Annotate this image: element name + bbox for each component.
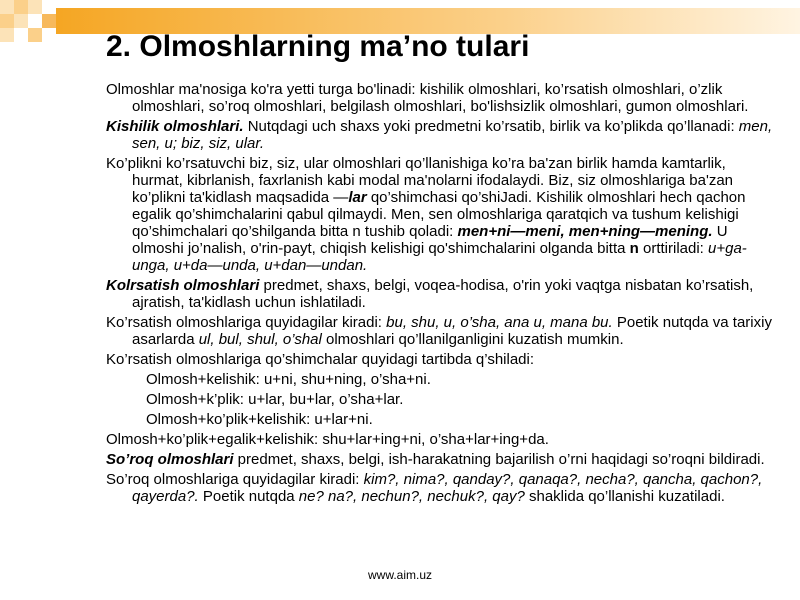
- example-line: Olmosh+k’plik: u+lar, bu+lar, o’sha+lar.: [146, 391, 404, 408]
- example-text: bu, shu, u, o’sha, ana u, mana bu.: [386, 314, 613, 331]
- text: qo’shimchasi qo’shiJadi. Kishilik olmoshlari hech qachon egalik qo’shimchalarini qabul qilmaydi. Men, sen olmoshlariga qaratqich va tushum kelishigi qo’shimchalari qo’shilganda bitta n tushib qoladi:: [132, 189, 746, 240]
- paragraph-soroq: [106, 451, 778, 468]
- paragraph-full-suffix: [106, 431, 778, 448]
- example-text: u+ga-unga, u+da—unda, u+dan—undan.: [132, 240, 747, 274]
- text: U olmoshi jo’nalish, o'rin-payt, chiqish kelishigi qo'shimchalarini olganda bitta: [132, 223, 728, 257]
- text: Poetik nutqda: [198, 488, 299, 505]
- paragraph-intro: [106, 81, 778, 115]
- term-heading: Kishilik olmoshlari.: [106, 118, 244, 135]
- text: orttiriladi:: [638, 240, 709, 257]
- emphasis-text: n: [629, 240, 639, 257]
- paragraph-korsatish: [106, 277, 778, 311]
- text: So’roq olmoshlariga quyidagilar kiradi:: [106, 471, 364, 488]
- slide-title: 2. Olmoshlarning ma’no tulari: [106, 30, 530, 63]
- text: Olmosh+ko’plik+egalik+kelishik: shu+lar+ing+ni, o’sha+lar+ing+da.: [106, 431, 549, 448]
- text: shaklida qo’llanishi kuzatiladi.: [524, 488, 725, 505]
- paragraph-suffix-order: [106, 351, 778, 368]
- example-line: Olmosh+kelishik: u+ni, shu+ning, o’sha+ni.: [146, 371, 431, 388]
- text: Poetik nutqda va tarixiy asarlarda: [132, 314, 772, 348]
- slide-body: [106, 81, 778, 508]
- text: Ko’plikni ko’rsatuvchi biz, siz, ular olmoshlari qo’llanishiga ko’ra ba'zan birlik hamda kamtarlik, hurmat, kibrlanish, faxrlanish kabi modal ma'nolarni ifodalaydi. Biz, siz olmoshlariga ba'zan ko’plikni ta'kidlash maqsadida —: [106, 155, 734, 206]
- text: Ko’rsatish olmoshlariga qo’shimchalar quyidagi tartibda q’shiladi:: [106, 351, 535, 368]
- example-text: ne? na?, nechun?, nechuk?, qay?: [298, 488, 525, 505]
- paragraph-plural: [106, 155, 778, 274]
- text: predmet, shaxs, belgi, voqea-hodisa, o'rin yoki vaqtga nisbatan ko’rsatish, ajratish, ta'kidlash uchun ishlatiladi.: [132, 277, 754, 311]
- paragraph-korsatish-list: [106, 314, 778, 348]
- text: olmoshlari qo’llanilganligini kuzatish mumkin.: [321, 331, 624, 348]
- text: Nutqdagi uch shaxs yoki predmetni ko’rsatib, birlik va ko’plikda qo’llanadi:: [243, 118, 739, 135]
- paragraph-kishilik: [106, 118, 778, 152]
- paragraph-soroq-list: [106, 471, 778, 505]
- example-text: men, sen, u; biz, siz, ular.: [132, 118, 773, 152]
- term-heading: Kolrsatish olmoshlari: [106, 277, 260, 294]
- text: predmet, shaxs, belgi, ish-harakatning bajarilish o’rni haqidagi so’roqni bildiradi.: [233, 451, 765, 468]
- example-text: ul, bul, shul, o’shal: [198, 331, 322, 348]
- text: Olmoshlar ma'nosiga ko'ra yetti turga bo'linadi: kishilik olmoshlari, ko’rsatish olmoshlari, o’zlik olmoshlari, so’roq olmoshlari, belgilash olmoshlari, bo'lishsizlik olmoshlari, gumon olmoshlari.: [106, 81, 749, 115]
- example-text: kim?, nima?, qanday?, qanaqa?, necha?, qancha, qachon?, qayerda?.: [132, 471, 763, 505]
- footer-url: www.aim.uz: [367, 568, 432, 582]
- emphasis-text: lar: [348, 189, 367, 206]
- term-heading: So’roq olmoshlari: [106, 451, 234, 468]
- text: Ko’rsatish olmoshlariga quyidagilar kiradi:: [106, 314, 387, 331]
- emphasis-text: men+ni—meni, men+ning—mening.: [457, 223, 713, 240]
- example-line: Olmosh+ko’plik+kelishik: u+lar+ni.: [146, 411, 373, 428]
